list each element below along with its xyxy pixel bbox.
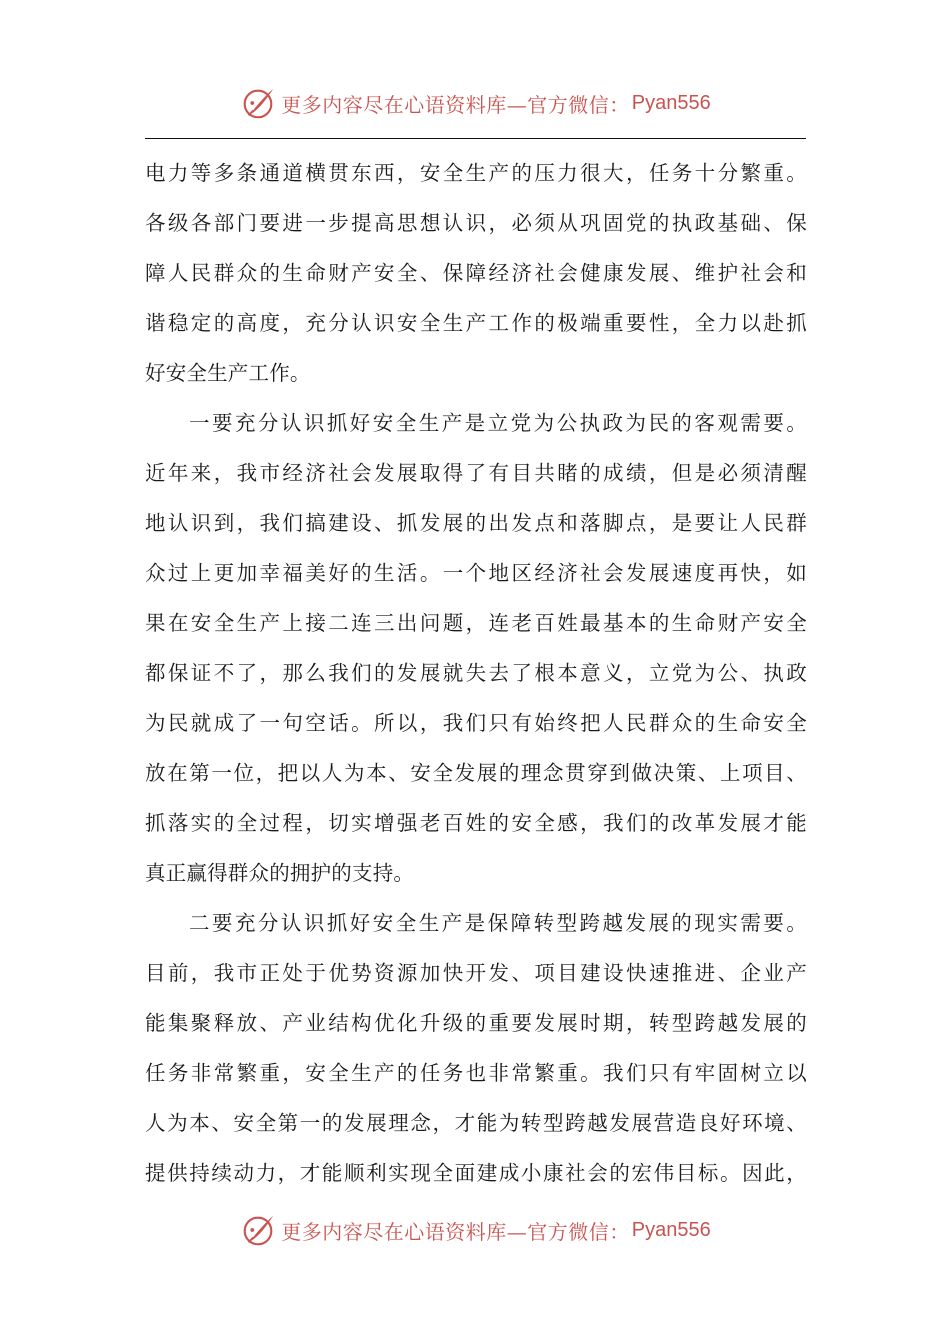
body-line: 任务非常繁重，安全生产的任务也非常繁重。我们只有牢固树立以 xyxy=(145,1061,807,1085)
paragraph-heading: 一要充分认识抓好安全生产是立党为公执政为民的客观需要。 xyxy=(189,411,807,435)
body-line: 能集聚释放、产业结构优化升级的重要发展时期，转型跨越发展的 xyxy=(145,1011,807,1035)
body-line: 果在安全生产上接二连三出问题，连老百姓最基本的生命财产安全 xyxy=(145,611,807,635)
quill-logo-icon xyxy=(239,84,277,122)
body-line: 谐稳定的高度，充分认识安全生产工作的极端重要性，全力以赴抓 xyxy=(145,311,807,335)
footer-banner-text: 更多内容尽在心语资料库—官方微信： xyxy=(281,1219,630,1244)
body-line: 各级各部门要进一步提高思想认识，必须从巩固党的执政基础、保 xyxy=(145,211,807,235)
header-banner xyxy=(0,81,950,125)
body-line: 为民就成了一句空话。所以，我们只有始终把人民群众的生命安全 xyxy=(145,711,807,735)
footer-banner xyxy=(0,1208,950,1252)
body-line: 众过上更加幸福美好的生活。一个地区经济社会发展速度再快，如 xyxy=(145,561,807,585)
body-line: 放在第一位，把以人为本、安全发展的理念贯穿到做决策、上项目、 xyxy=(145,761,807,785)
body-line: 人为本、安全第一的发展理念，才能为转型跨越发展营造良好环境、 xyxy=(145,1111,807,1135)
footer-wechat-id: Pyan556 xyxy=(631,1218,711,1241)
body-line: 目前，我市正处于优势资源加快开发、项目建设快速推进、企业产 xyxy=(145,961,807,985)
document-body xyxy=(145,148,807,1198)
body-line: 地认识到，我们搞建设、抓发展的出发点和落脚点，是要让人民群 xyxy=(145,511,807,535)
header-divider xyxy=(145,138,806,139)
body-line: 都保证不了，那么我们的发展就失去了根本意义，立党为公、执政 xyxy=(145,661,807,685)
quill-logo-icon xyxy=(239,1211,277,1249)
body-line: 好安全生产工作。 xyxy=(145,361,311,385)
header-wechat-id: Pyan556 xyxy=(631,91,711,114)
body-line: 近年来，我市经济社会发展取得了有目共睹的成绩，但是必须清醒 xyxy=(145,461,807,485)
body-line: 提供持续动力，才能顺利实现全面建成小康社会的宏伟目标。因此， xyxy=(145,1161,807,1185)
paragraph-heading: 二要充分认识抓好安全生产是保障转型跨越发展的现实需要。 xyxy=(189,911,807,935)
header-banner-text: 更多内容尽在心语资料库—官方微信： xyxy=(281,92,630,117)
body-line: 真正赢得群众的拥护的支持。 xyxy=(145,861,415,885)
body-line: 障人民群众的生命财产安全、保障经济社会健康发展、维护社会和 xyxy=(145,261,807,285)
body-line: 电力等多条通道横贯东西，安全生产的压力很大，任务十分繁重。 xyxy=(145,161,807,185)
body-line: 抓落实的全过程，切实增强老百姓的安全感，我们的改革发展才能 xyxy=(145,811,807,835)
